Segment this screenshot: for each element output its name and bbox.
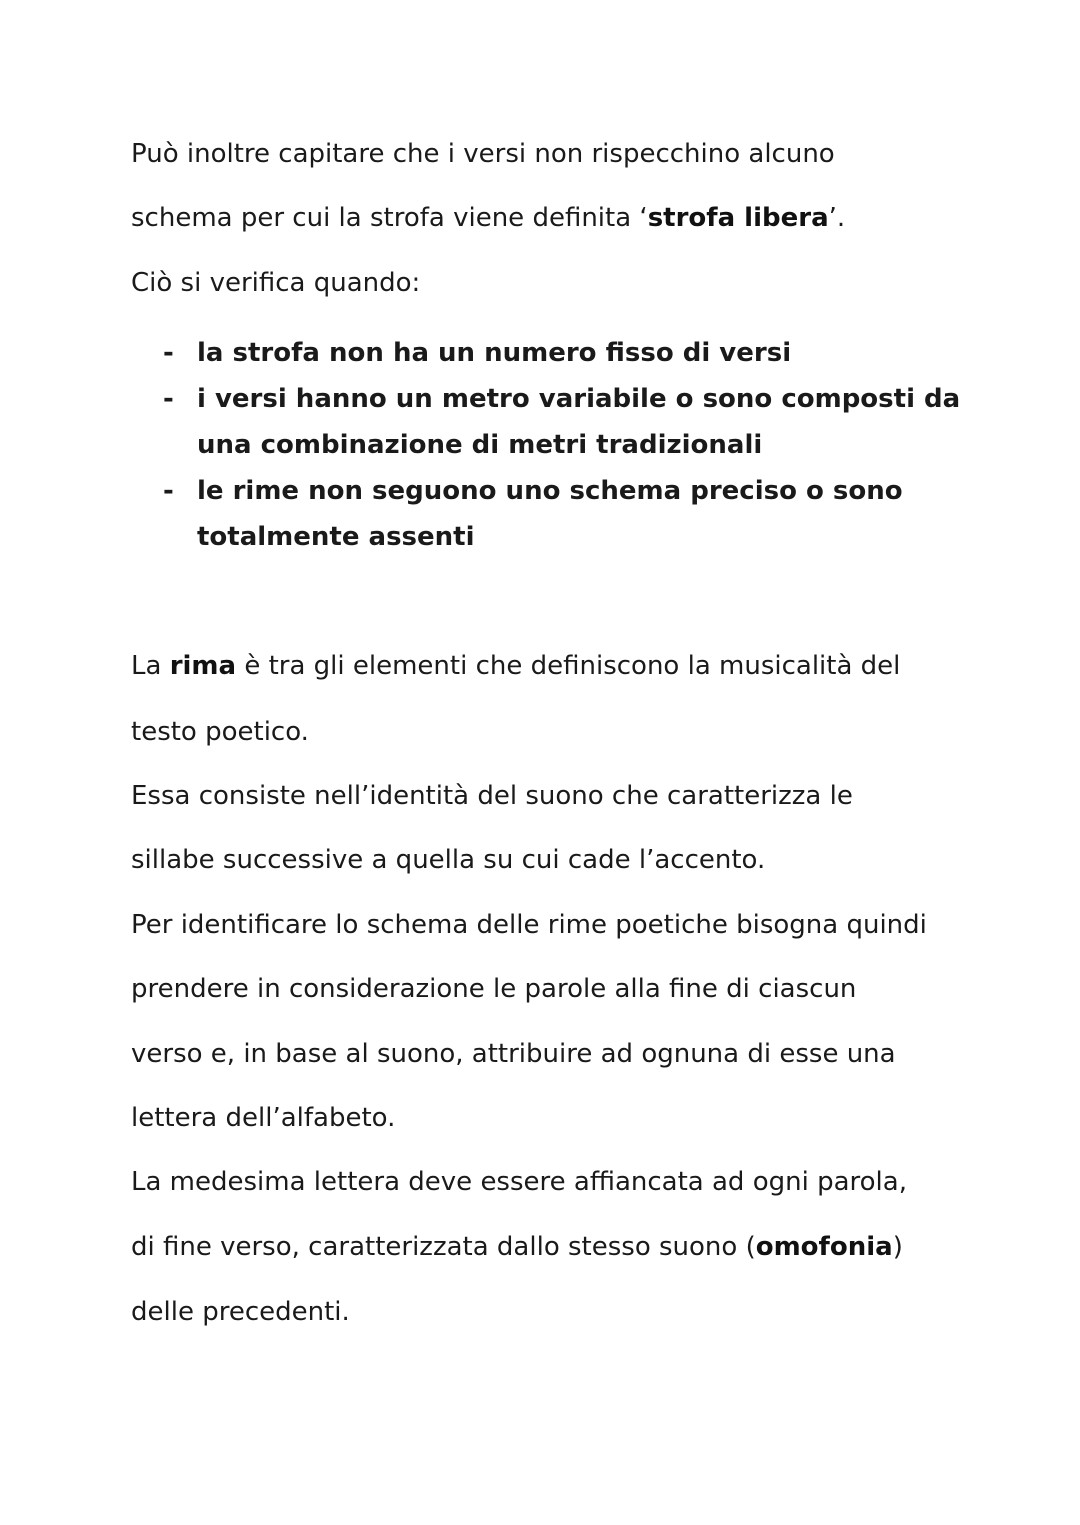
text-line: lettera dell’alfabeto.	[131, 1103, 396, 1133]
dash-bullet: -	[163, 476, 174, 506]
text-line: testo poetico.	[131, 717, 309, 747]
text-segment: )	[892, 1232, 903, 1262]
list-item	[163, 376, 983, 468]
conditions-list	[163, 330, 983, 560]
list-item-text: una combinazione di metri tradizionali	[197, 430, 763, 460]
list-item-text: totalmente assenti	[197, 522, 475, 552]
text-line: Può inoltre capitare che i versi non rispecchino alcuno	[131, 139, 835, 169]
list-item-text: le rime non seguono uno schema preciso o sono	[197, 476, 903, 506]
dash-bullet: -	[163, 384, 174, 414]
text-line: Per identificare lo schema delle rime poetiche bisogna quindi	[131, 910, 927, 940]
text-line: sillabe successive a quella su cui cade l’accento.	[131, 845, 766, 875]
text-segment: ’.	[828, 203, 846, 233]
dash-bullet: -	[163, 338, 174, 368]
list-item-text: i versi hanno un metro variabile o sono composti da	[197, 384, 961, 414]
term-rima: rima	[169, 651, 237, 681]
text-line: verso e, in base al suono, attribuire ad ognuna di esse una	[131, 1039, 896, 1069]
text-line: delle precedenti.	[131, 1297, 350, 1327]
text-segment: è tra gli elementi che definiscono la musicalità del	[236, 651, 901, 681]
term-omofonia: omofonia	[755, 1232, 893, 1262]
text-line: prendere in considerazione le parole alla fine di ciascun	[131, 974, 857, 1004]
text-line	[131, 202, 845, 234]
list-item	[163, 468, 983, 560]
list-item-text: la strofa non ha un numero fisso di versi	[197, 338, 792, 368]
text-line	[131, 650, 1011, 682]
term-strofa-libera: strofa libera	[647, 203, 829, 233]
text-line: La medesima lettera deve essere affiancata ad ogni parola,	[131, 1167, 907, 1197]
text-line: Essa consiste nell’identità del suono che caratterizza le	[131, 781, 853, 811]
list-item	[163, 330, 983, 376]
text-line	[131, 1231, 1011, 1263]
text-segment: La	[131, 651, 170, 681]
text-segment: di fine verso, caratterizzata dallo stesso suono (	[131, 1232, 756, 1262]
text-line: Ciò si verifica quando:	[131, 268, 421, 298]
text-segment: schema per cui la strofa viene definita ‘	[131, 203, 648, 233]
